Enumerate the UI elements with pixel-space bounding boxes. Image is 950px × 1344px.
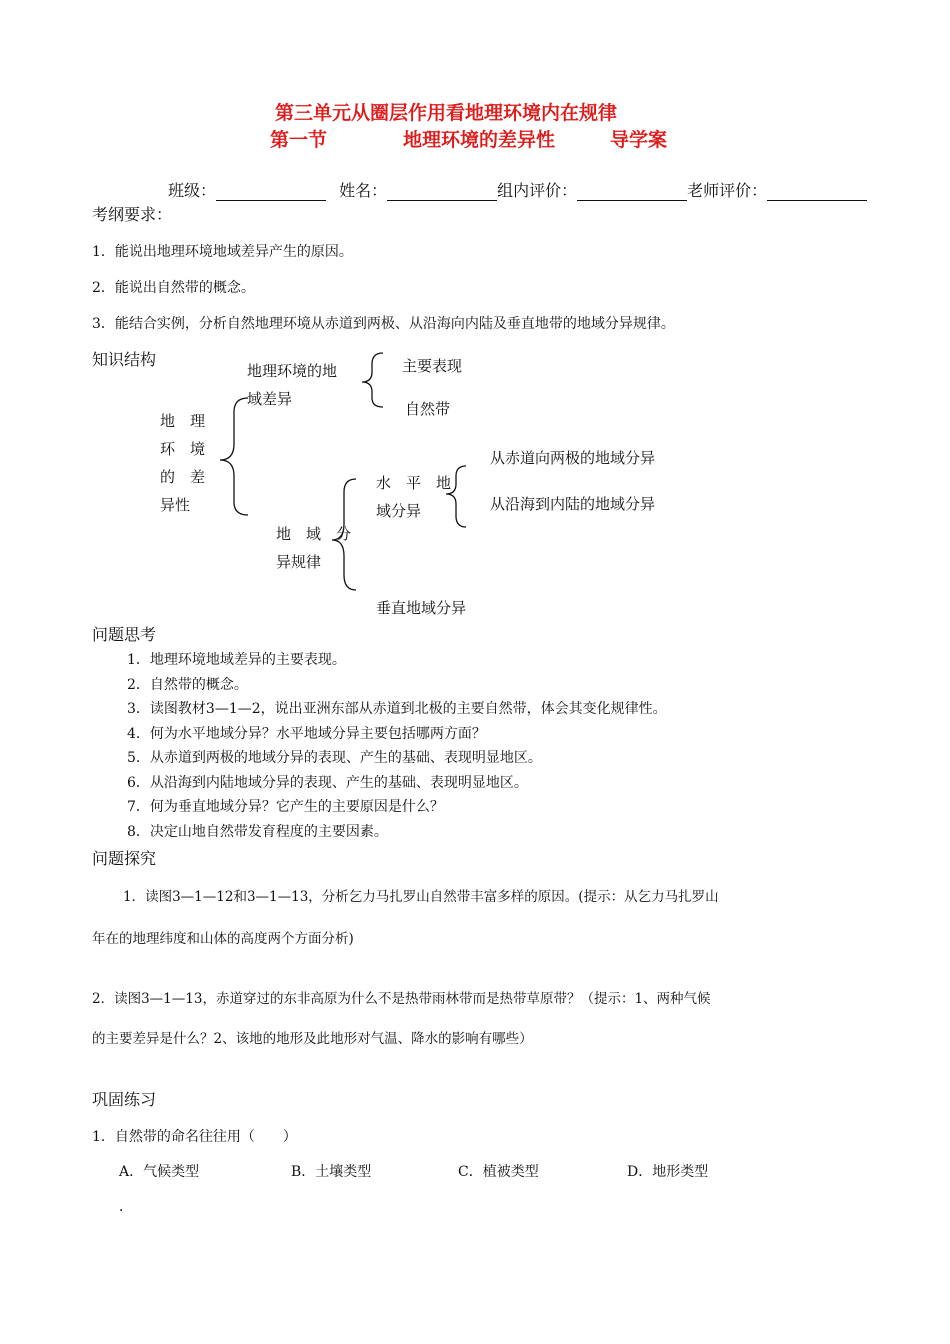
practice-option-d[interactable]: D．地形类型: [627, 1164, 709, 1180]
practice-option-b[interactable]: B．土壤类型: [291, 1164, 372, 1180]
structure-root-line: 环 境: [160, 440, 206, 458]
inquiry-heading: 问题探究: [92, 849, 157, 868]
inquiry-question-2-cont: 的主要差异是什么？2、该地的地形及此地形对气温、降水的影响有哪些）: [92, 1031, 533, 1047]
structure-root-line: 的 差: [160, 468, 206, 486]
horizontal-label: 水 平 地: [376, 474, 452, 492]
question-item: 6．从沿海到内陆地域分异的表现、产生的基础、表现明显地区。: [127, 775, 528, 791]
vertical-label: 垂直地域分异: [376, 599, 467, 617]
branch1-label: 地理环境的地: [247, 362, 338, 380]
practice-option-c[interactable]: C．植被类型: [458, 1164, 539, 1180]
branch2-label: 地 域 分: [276, 525, 352, 543]
practice-heading: 巩固练习: [92, 1090, 157, 1109]
question-item: 4．何为水平地域分异？水平地域分异主要包括哪两方面？: [127, 726, 486, 742]
question-item: 7．何为垂直地域分异？它产生的主要原因是什么？: [127, 799, 444, 815]
question-item: 3．读图教材3—1—2，说出亚洲东部从赤道到北极的主要自然带，体会其变化规律性。: [127, 701, 667, 717]
horizontal-label: 域分异: [376, 502, 422, 520]
requirement-item: 1．能说出地理环境地域差异产生的原因。: [92, 244, 353, 260]
branch1-child: 自然带: [405, 400, 451, 418]
root-brace: [220, 398, 248, 515]
teacher-label: 老师评价：: [687, 181, 768, 200]
question-item: 5．从赤道到两极的地域分异的表现、产生的基础、表现明显地区。: [127, 750, 542, 766]
branch2-label: 异规律: [276, 553, 322, 571]
trailing-mark: ．: [119, 1199, 133, 1215]
class-label: 班级：: [168, 181, 217, 200]
questions-heading: 问题思考: [92, 625, 157, 644]
question-item: 2．自然带的概念。: [127, 677, 248, 693]
section-tag: 导学案: [610, 129, 668, 151]
section-subtitle: 地理环境的差异性: [403, 129, 556, 151]
question-item: 1．地理环境地域差异的主要表现。: [127, 652, 346, 668]
practice-question-1: 1．自然带的命名往往用（ ）: [92, 1129, 297, 1145]
inquiry-question-1: 1．读图3—1—12和3—1—13，分析乞力马扎罗山自然带丰富多样的原因。(提示：从乞力马扎罗山: [123, 889, 719, 905]
requirements-heading: 考纲要求：: [92, 205, 173, 224]
question-item: 8．决定山地自然带发育程度的主要因素。: [127, 824, 388, 840]
structure-heading: 知识结构: [92, 350, 157, 369]
inquiry-question-2: 2．读图3—1—13，赤道穿过的东非高原为什么不是热带雨林带而是热带草原带？（提示：1、两种气候: [92, 991, 711, 1007]
branch1-brace: [362, 353, 383, 407]
branch1-child: 主要表现: [402, 357, 463, 375]
requirement-item: 3．能结合实例，分析自然地理环境从赤道到两极、从沿海向内陆及垂直地带的地域分异规律。: [92, 316, 675, 332]
practice-option-a[interactable]: A．气候类型: [119, 1164, 200, 1180]
requirement-item: 2．能说出自然带的概念。: [92, 280, 255, 296]
name-label: 姓名：: [339, 181, 388, 200]
branch1-label: 域差异: [247, 390, 293, 408]
section-title: 第一节: [270, 129, 328, 151]
structure-root-line: 异性: [160, 496, 191, 514]
horizontal-child: 从赤道向两极的地域分异: [490, 449, 656, 467]
inquiry-question-1-cont: 年在的地理纬度和山体的高度两个方面分析): [92, 931, 354, 947]
structure-root-line: 地 理: [160, 412, 206, 430]
page-title: 第三单元从圈层作用看地理环境内在规律: [275, 102, 618, 124]
group-label: 组内评价：: [497, 181, 578, 200]
horizontal-child: 从沿海到内陆的地域分异: [490, 495, 656, 513]
